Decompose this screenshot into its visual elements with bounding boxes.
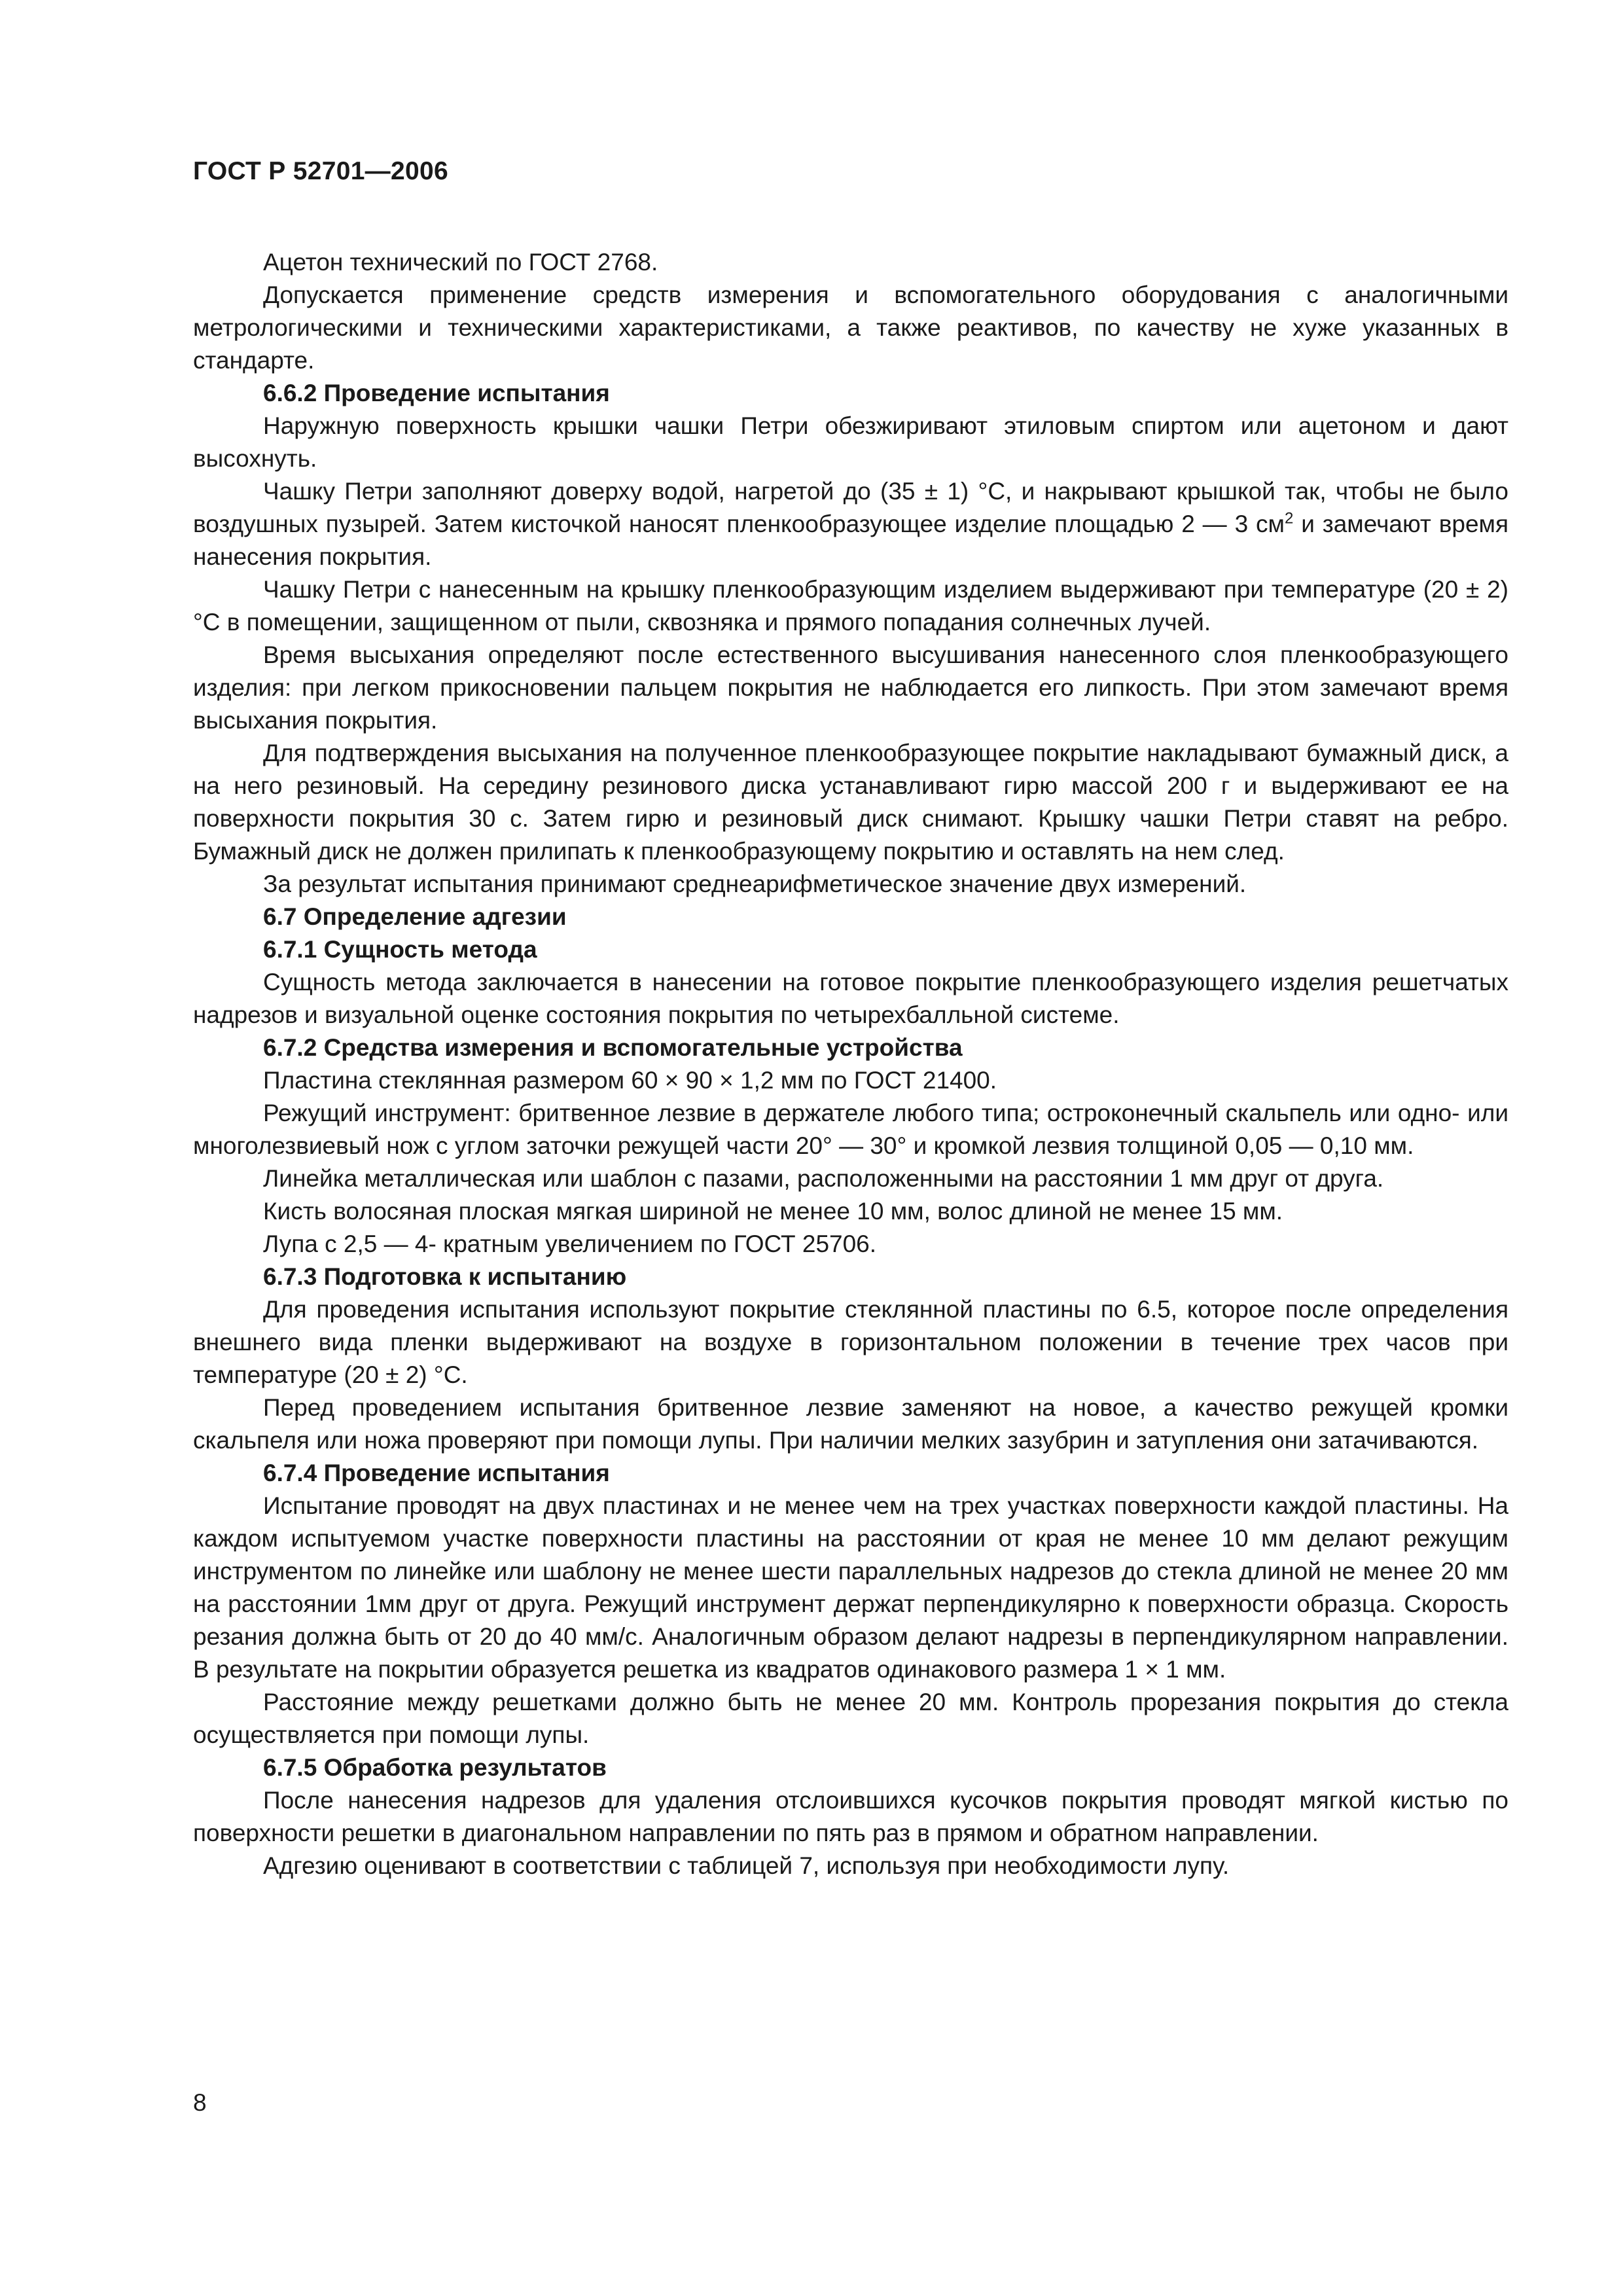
paragraph: Для проведения испытания используют покрытие стеклянной пластины по 6.5, которое после определения внешнего вида пленки выдерживают на воздухе в горизонтальном положении в течение трех часов при температуре (20 ± 2) °С. [193,1296,1508,1388]
paragraph: Время высыхания определяют после естественного высушивания нанесенного слоя пленкообразующего изделия: при легком прикосновении пальцем покрытия не наблюдается его липкость. При этом замечают время высыхания покрытия. [193,641,1508,734]
page-number: 8 [193,2089,207,2116]
document-header: ГОСТ Р 52701—2006 [193,157,448,185]
document-page [193,157,1508,1882]
section-heading: 6.7.3 Подготовка к испытанию [263,1263,627,1290]
section-heading: 6.7.2 Средства измерения и вспомогательные устройства [263,1034,963,1061]
paragraph: Пластина стеклянная размером 60 × 90 × 1,2 мм по ГОСТ 21400. [263,1067,997,1094]
paragraph: За результат испытания принимают среднеарифметическое значение двух измерений. [263,870,1247,897]
paragraph: Для подтверждения высыхания на полученное пленкообразующее покрытие накладывают бумажный диск, а на него резиновый. На середину резинового диска устанавливают гирю массой 200 г и выдерживают ее на поверхности покрытия 30 с. Затем гирю и резиновый диск снимают. Крышку чашки Петри ставят на ребро. Бумажный диск не должен прилипать к пленкообразующему покрытию и оставлять на нем след. [193,740,1508,865]
section-heading: 6.7.1 Сущность метода [263,936,537,963]
paragraph-text-tail: и замечают время нанесения покрытия. [193,511,1509,570]
paragraph: Кисть волосяная плоская мягкая шириной не менее 10 мм, волос длиной не менее 15 мм. [263,1198,1283,1225]
section-heading: 6.7 Определение адгезии [263,903,567,930]
paragraph-text: Чашку Петри заполняют доверху водой, нагретой до (35 ± 1) °С, и накрывают крышкой так, чтобы не было воздушных пузырей. Затем кисточкой наносят пленкообразующее изделие площадью 2 — 3 см [193,478,1508,537]
section-heading: 6.6.2 Проведение испытания [263,380,610,406]
paragraph: Сущность метода заключается в нанесении на готовое покрытие пленкообразующего изделия решетчатых надрезов и визуальной оценке состояния покрытия по четырехбалльной системе. [193,969,1508,1028]
paragraph: Чашку Петри с нанесенным на крышку пленкообразующим изделием выдерживают при температуре (20 ± 2) °С в помещении, защищенном от пыли, сквозняка и прямого попадания солнечных лучей. [193,576,1508,636]
paragraph: Ацетон технический по ГОСТ 2768. [263,249,658,276]
paragraph: Допускается применение средств измерения и вспомогательного оборудования с аналогичными метрологическими и техническими характеристиками, а также реактивов, по качеству не хуже указанных в стандарте. [193,281,1508,374]
superscript: 2 [1284,509,1294,528]
paragraph: После нанесения надрезов для удаления отслоившихся кусочков покрытия проводят мягкой кистью по поверхности решетки в диагональном направлении по пять раз в прямом и обратном направлении. [193,1787,1508,1846]
section-heading: 6.7.5 Обработка результатов [263,1754,607,1781]
paragraph: Режущий инструмент: бритвенное лезвие в держателе любого типа; остроконечный скальпель или одно- или многолезвиевый нож с углом заточки режущей части 20° — 30° и кромкой лезвия толщиной 0,05 — 0,10 мм. [193,1100,1508,1159]
paragraph: Перед проведением испытания бритвенное лезвие заменяют на новое, а качество режущей кромки скальпеля или ножа проверяют при помощи лупы. При наличии мелких зазубрин и затупления они затачиваются. [193,1394,1508,1454]
section-heading: 6.7.4 Проведение испытания [263,1460,610,1486]
paragraph: Расстояние между решетками должно быть не менее 20 мм. Контроль прорезания покрытия до стекла осуществляется при помощи лупы. [193,1689,1508,1748]
paragraph: Наружную поверхность крышки чашки Петри обезжиривают этиловым спиртом или ацетоном и дают высохнуть. [193,412,1508,472]
paragraph: Лупа с 2,5 — 4- кратным увеличением по ГОСТ 25706. [263,1230,877,1257]
paragraph: Линейка металлическая или шаблон с пазами, расположенными на расстоянии 1 мм друг от друга. [263,1165,1384,1192]
paragraph [193,475,1508,573]
paragraph: Испытание проводят на двух пластинах и не менее чем на трех участках поверхности каждой пластины. На каждом испытуемом участке поверхности пластины на расстоянии от края не менее 10 мм делают режущим инструментом по линейке или шаблону не менее шести параллельных надрезов до стекла длиной не менее 20 мм на расстоянии 1мм друг от друга. Режущий инструмент держат перпендикулярно к поверхности образца. Скорость резания должна быть от 20 до 40 мм/с. Аналогичным образом делают надрезы в перпендикулярном направлении. В результате на покрытии образуется решетка из квадратов одинакового размера 1 × 1 мм. [193,1492,1508,1683]
paragraph: Адгезию оценивают в соответствии с таблицей 7, используя при необходимости лупу. [263,1852,1230,1879]
